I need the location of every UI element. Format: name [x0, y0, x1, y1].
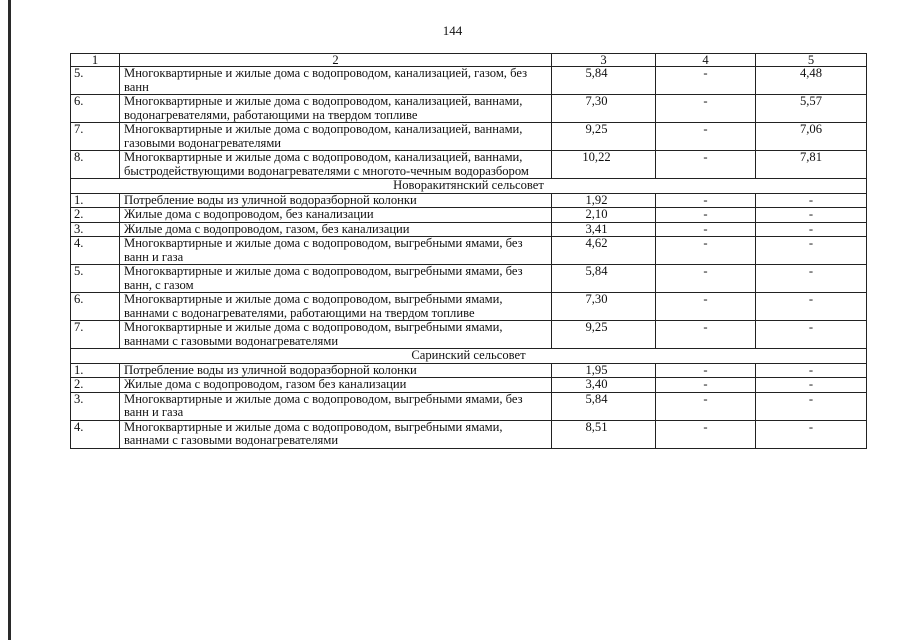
row-number: 5. — [71, 67, 120, 95]
row-value-col3: 1,95 — [552, 363, 656, 378]
table-row — [71, 321, 867, 349]
row-description: Многоквартирные и жилые дома с водопроводом, выгребными ямами, ваннами с газовыми водонагревателями — [120, 321, 552, 349]
page-number: 144 — [442, 23, 463, 38]
row-number: 2. — [71, 208, 120, 223]
row-value-col5: - — [756, 420, 867, 448]
row-description: Многоквартирные и жилые дома с водопроводом, выгребными ямами, без ванн, с газом — [120, 265, 552, 293]
row-value-col3: 8,51 — [552, 420, 656, 448]
row-value-col3: 3,41 — [552, 222, 656, 237]
header-cell: 4 — [656, 54, 756, 67]
row-description: Многоквартирные и жилые дома с водопроводом, канализацией, ваннами, водонагревателями, работающими на твердом топливе — [120, 95, 552, 123]
row-value-col5: - — [756, 222, 867, 237]
section-row — [71, 179, 867, 194]
header-row — [71, 54, 867, 67]
row-value-col5: - — [756, 208, 867, 223]
row-value-col4: - — [656, 222, 756, 237]
row-value-col4: - — [656, 420, 756, 448]
header-cell: 5 — [756, 54, 867, 67]
row-number: 4. — [71, 237, 120, 265]
section-row — [71, 349, 867, 364]
row-value-col5: 7,06 — [756, 123, 867, 151]
row-number: 3. — [71, 222, 120, 237]
scan-edge-bar — [8, 0, 11, 640]
table-row — [71, 420, 867, 448]
table-row — [71, 237, 867, 265]
row-value-col4: - — [656, 123, 756, 151]
row-description: Многоквартирные и жилые дома с водопроводом, выгребными ямами, без ванн и газа — [120, 392, 552, 420]
table-row — [71, 67, 867, 95]
row-description: Жилые дома с водопроводом, газом, без канализации — [120, 222, 552, 237]
row-value-col3: 4,62 — [552, 237, 656, 265]
row-value-col5: - — [756, 265, 867, 293]
row-description: Жилые дома с водопроводом, газом без канализации — [120, 378, 552, 393]
row-value-col3: 7,30 — [552, 293, 656, 321]
row-value-col4: - — [656, 392, 756, 420]
row-value-col3: 2,10 — [552, 208, 656, 223]
row-description: Жилые дома с водопроводом, без канализации — [120, 208, 552, 223]
row-value-col5: - — [756, 237, 867, 265]
row-value-col4: - — [656, 321, 756, 349]
row-value-col5: - — [756, 378, 867, 393]
table-row — [71, 123, 867, 151]
row-value-col5: - — [756, 293, 867, 321]
table-row — [71, 222, 867, 237]
section-title: Саринский сельсовет — [71, 349, 867, 364]
row-value-col4: - — [656, 293, 756, 321]
row-description: Многоквартирные и жилые дома с водопроводом, выгребными ямами, без ванн и газа — [120, 237, 552, 265]
row-value-col4: - — [656, 208, 756, 223]
table-row — [71, 293, 867, 321]
row-value-col3: 10,22 — [552, 151, 656, 179]
row-number: 1. — [71, 363, 120, 378]
row-value-col4: - — [656, 237, 756, 265]
table-row — [71, 363, 867, 378]
table-row — [71, 378, 867, 393]
row-number: 1. — [71, 193, 120, 208]
table-row — [71, 392, 867, 420]
table-row — [71, 265, 867, 293]
row-value-col4: - — [656, 378, 756, 393]
row-number: 6. — [71, 293, 120, 321]
row-number: 7. — [71, 321, 120, 349]
row-number: 7. — [71, 123, 120, 151]
row-description: Многоквартирные и жилые дома с водопроводом, канализацией, ваннами, газовыми водонагревателями — [120, 123, 552, 151]
header-cell: 3 — [552, 54, 656, 67]
row-description: Многоквартирные и жилые дома с водопроводом, канализацией, ваннами, быстродействующими водонагревателями с многото-чечным водоразбором — [120, 151, 552, 179]
row-value-col5: - — [756, 392, 867, 420]
row-number: 3. — [71, 392, 120, 420]
row-value-col3: 7,30 — [552, 95, 656, 123]
row-value-col3: 3,40 — [552, 378, 656, 393]
row-value-col3: 9,25 — [552, 321, 656, 349]
row-value-col5: - — [756, 363, 867, 378]
table-row — [71, 151, 867, 179]
row-description: Многоквартирные и жилые дома с водопроводом, выгребными ямами, ваннами с газовыми водонагревателями — [120, 420, 552, 448]
row-value-col4: - — [656, 95, 756, 123]
row-value-col5: 4,48 — [756, 67, 867, 95]
row-value-col3: 5,84 — [552, 67, 656, 95]
row-description: Потребление воды из уличной водоразборной колонки — [120, 193, 552, 208]
row-number: 4. — [71, 420, 120, 448]
row-value-col5: - — [756, 193, 867, 208]
table-row — [71, 95, 867, 123]
header-cell: 2 — [120, 54, 552, 67]
row-number: 8. — [71, 151, 120, 179]
row-value-col3: 1,92 — [552, 193, 656, 208]
row-number: 2. — [71, 378, 120, 393]
header-cell: 1 — [71, 54, 120, 67]
row-description: Многоквартирные и жилые дома с водопроводом, выгребными ямами, ваннами с водонагревателями, работающими на твердом топливе — [120, 293, 552, 321]
table-row — [71, 193, 867, 208]
row-value-col4: - — [656, 363, 756, 378]
row-value-col5: 7,81 — [756, 151, 867, 179]
row-value-col5: 5,57 — [756, 95, 867, 123]
row-value-col4: - — [656, 265, 756, 293]
row-description: Многоквартирные и жилые дома с водопроводом, канализацией, газом, без ванн — [120, 67, 552, 95]
row-number: 5. — [71, 265, 120, 293]
row-value-col3: 5,84 — [552, 392, 656, 420]
table-row — [71, 208, 867, 223]
row-value-col3: 9,25 — [552, 123, 656, 151]
row-value-col3: 5,84 — [552, 265, 656, 293]
row-value-col4: - — [656, 67, 756, 95]
row-value-col5: - — [756, 321, 867, 349]
tariff-table — [70, 53, 867, 449]
row-description: Потребление воды из уличной водоразборной колонки — [120, 363, 552, 378]
row-number: 6. — [71, 95, 120, 123]
section-title: Новоракитянский сельсовет — [71, 179, 867, 194]
row-value-col4: - — [656, 193, 756, 208]
row-value-col4: - — [656, 151, 756, 179]
